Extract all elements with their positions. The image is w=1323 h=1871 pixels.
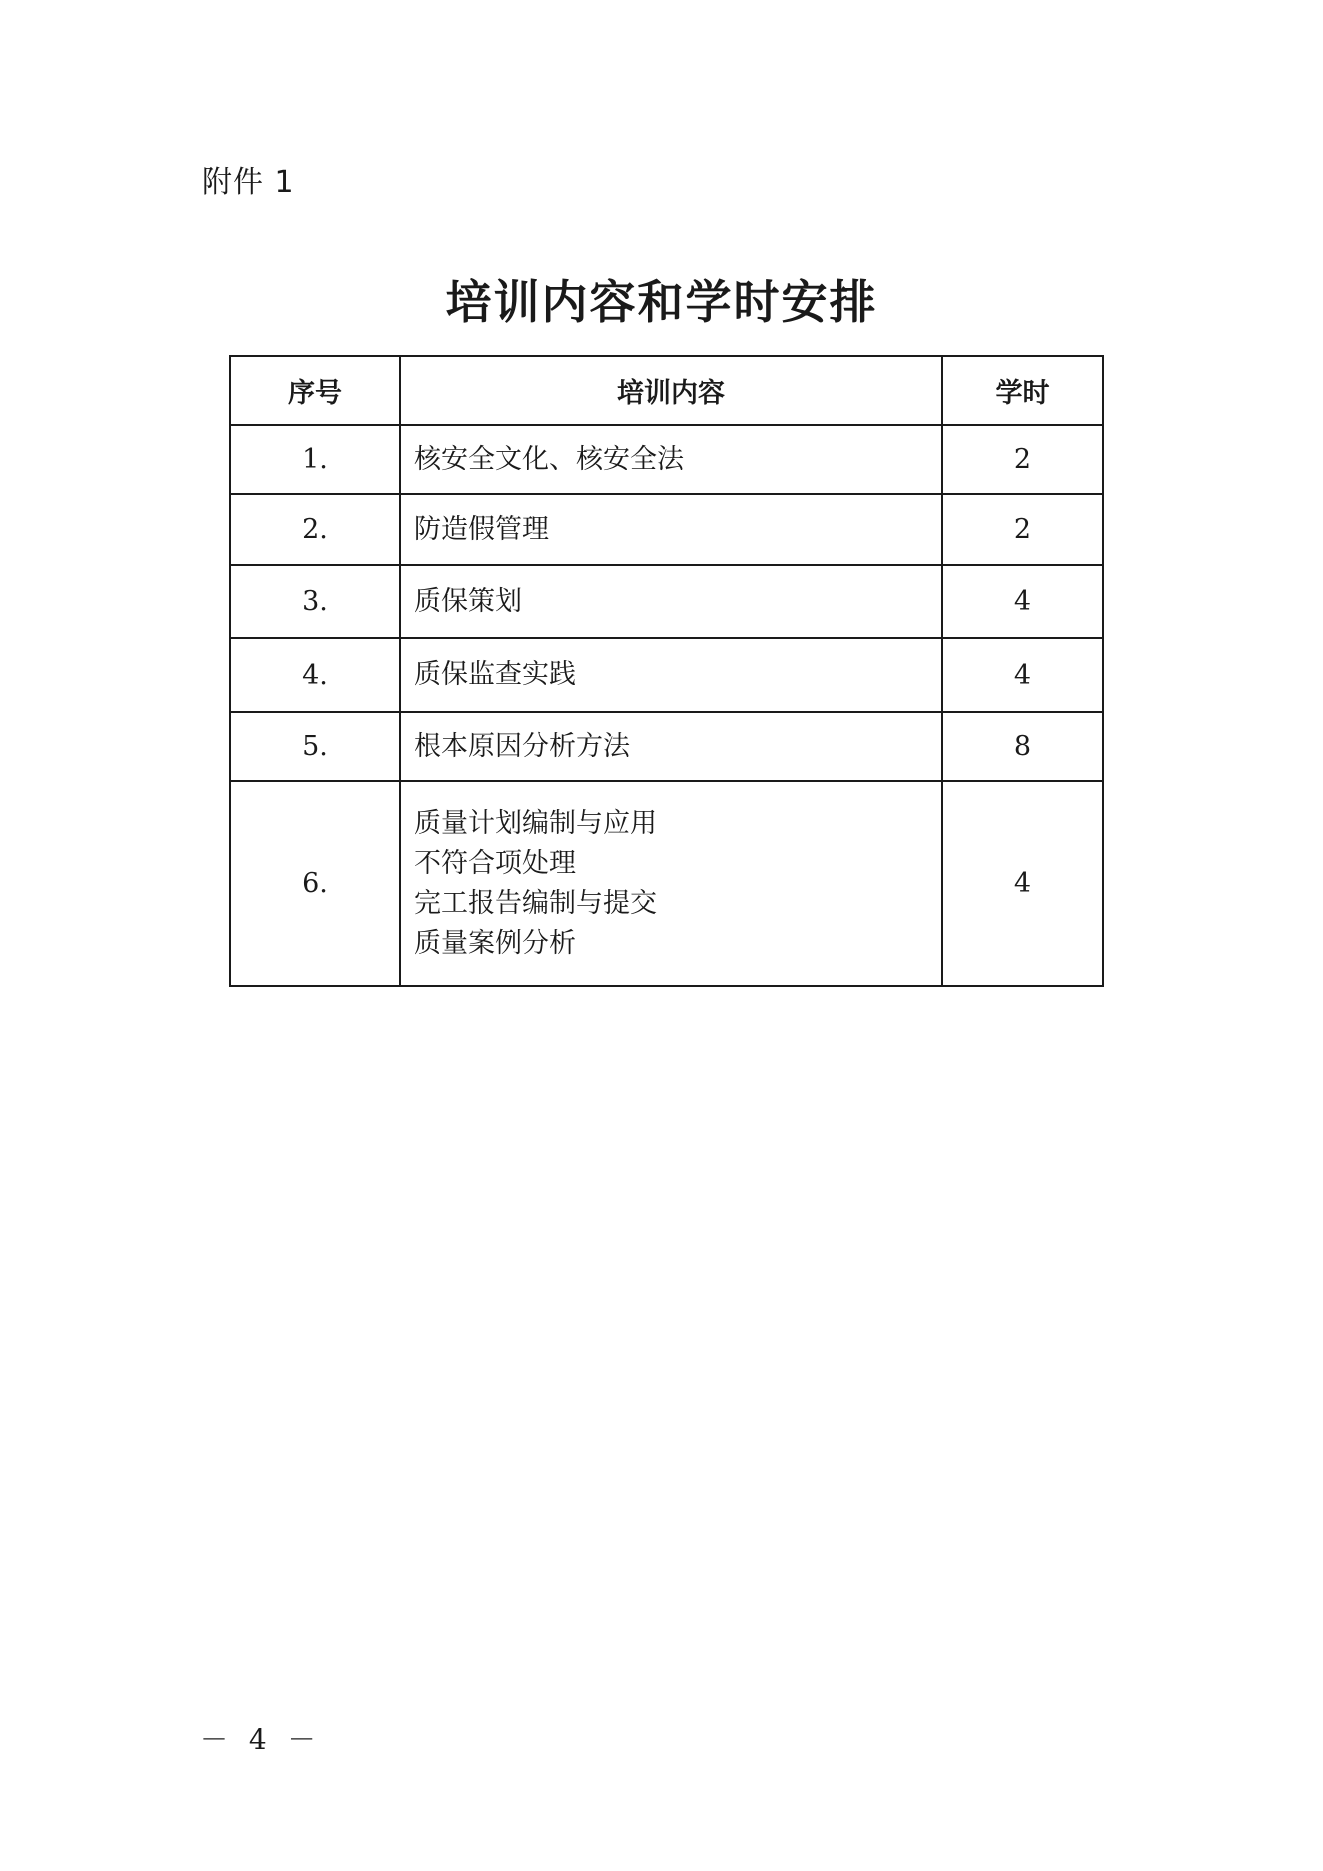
row-hours-cell: 8 (942, 712, 1103, 781)
row-hours-cell: 2 (942, 494, 1103, 565)
content-line: 核安全文化、核安全法 (414, 443, 684, 475)
table-row (230, 425, 1103, 494)
content-line: 不符合项处理 (414, 847, 576, 879)
content-line: 防造假管理 (414, 513, 549, 545)
header-no: 序号 (230, 356, 400, 425)
content-line: 完工报告编制与提交 (414, 887, 657, 919)
row-content-cell (400, 425, 942, 494)
row-hours-cell: 2 (942, 425, 1103, 494)
table-row (230, 494, 1103, 565)
row-number-cell: 6. (230, 781, 400, 986)
table-row (230, 638, 1103, 712)
row-content-cell (400, 638, 942, 712)
header-content: 培训内容 (400, 356, 942, 425)
row-hours-cell: 4 (942, 781, 1103, 986)
content-line: 质保策划 (414, 585, 522, 617)
row-number-cell: 2. (230, 494, 400, 565)
row-number-cell: 1. (230, 425, 400, 494)
table-row (230, 565, 1103, 638)
row-number-cell: 3. (230, 565, 400, 638)
row-hours-cell: 4 (942, 565, 1103, 638)
table-body (230, 425, 1103, 986)
row-number-cell: 4. (230, 638, 400, 712)
document-title: 培训内容和学时安排 (445, 275, 878, 329)
content-line: 质量案例分析 (414, 927, 576, 959)
page-number: － 4 － (200, 1723, 322, 1756)
attachment-label: 附件 1 (202, 165, 295, 200)
table-row (230, 712, 1103, 781)
content-line: 根本原因分析方法 (414, 730, 630, 762)
row-content-cell (400, 781, 942, 986)
row-hours-cell: 4 (942, 638, 1103, 712)
row-number-cell: 5. (230, 712, 400, 781)
content-line: 质保监查实践 (414, 659, 576, 690)
row-content-cell (400, 494, 942, 565)
training-schedule-table (229, 355, 1104, 987)
row-content-cell (400, 712, 942, 781)
header-hours: 学时 (942, 356, 1103, 425)
table-header-row (230, 356, 1103, 425)
content-line: 质量计划编制与应用 (414, 807, 657, 839)
table-row (230, 781, 1103, 986)
row-content-cell (400, 565, 942, 638)
